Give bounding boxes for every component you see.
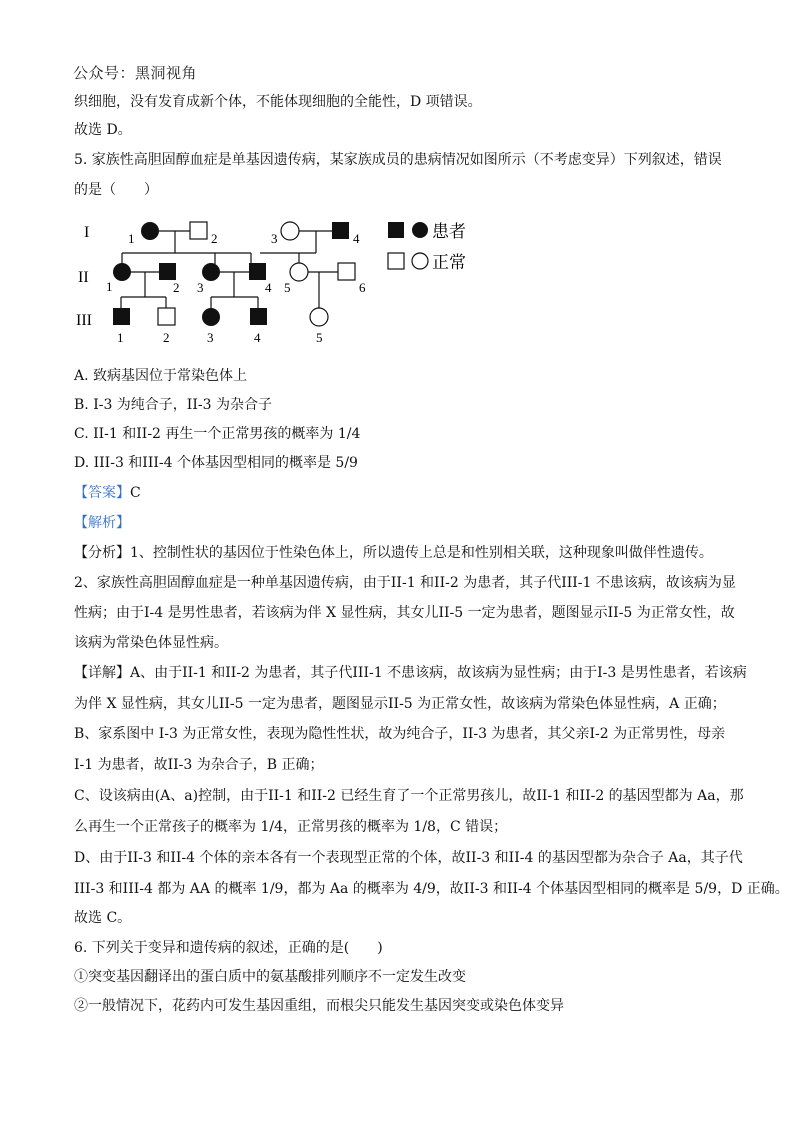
pedigree-ii5-normal-female — [290, 263, 308, 281]
answer-value: C — [130, 485, 141, 501]
option-c: C. II-1 和II-2 再生一个正常男孩的概率为 1/4 — [74, 426, 361, 442]
pedigree-iii5-normal-female — [310, 308, 328, 326]
text-line: 故选 D。 — [74, 122, 132, 138]
pedigree-ii1-affected-female — [113, 263, 131, 281]
analysis-header: 【解析】 — [74, 515, 130, 531]
pedigree-legend — [388, 222, 466, 272]
pedigree-i3-normal-female — [281, 222, 299, 240]
svg-text:2: 2 — [163, 330, 170, 345]
svg-text:4: 4 — [254, 330, 261, 345]
answer-tag: 【答案】 — [74, 485, 130, 501]
option-d: D. III-3 和III-4 个体基因型相同的概率是 5/9 — [74, 455, 358, 471]
svg-text:正常: 正常 — [432, 253, 466, 272]
svg-text:6: 6 — [359, 280, 366, 295]
generation-label: III — [76, 312, 92, 329]
conclusion: 故选 C。 — [74, 910, 132, 926]
svg-text:1: 1 — [128, 231, 135, 246]
svg-text:1: 1 — [106, 279, 113, 294]
text-line: 织细胞，没有发育成新个体，不能体现细胞的全能性，D 项错误。 — [74, 94, 482, 110]
answer-line — [74, 483, 141, 503]
pedigree-iii3-affected-female — [202, 308, 220, 326]
svg-text:3: 3 — [271, 231, 278, 246]
xiangjie-d-1: D、由于II-3 和II-4 个体的亲本各有一个表现型正常的个体，故II-3 和II-4 的基因型都为杂合子 Aa，其子代 — [74, 850, 743, 866]
option-b: B. I-3 为纯合子，II-3 为杂合子 — [74, 397, 272, 413]
option-a: A. 致病基因位于常染色体上 — [74, 368, 248, 384]
generation-label: II — [78, 269, 89, 286]
pedigree-i1-affected-female — [141, 222, 159, 240]
xiangjie-b-2: I-1 为患者，故II-3 为杂合子，B 正确； — [74, 757, 324, 773]
pedigree-ii6-normal-male — [338, 263, 355, 280]
xiangjie-a-2: 为伴 X 显性病，其女儿II-5 一定为患者，题图显示II-5 为正常女性，故该病为常染色体显性病，A 正确； — [74, 696, 726, 712]
fenxi-line-1: 【分析】1、控制性状的基因位于性染色体上，所以遗传上总是和性别相关联，这种现象叫做伴性遗传。 — [74, 545, 713, 561]
svg-text:4: 4 — [265, 280, 272, 295]
xiangjie-b-1: B、家系图中 I-3 为正常女性，表现为隐性性状，故为纯合子，II-3 为患者，其父亲I-2 为正常男性，母亲 — [74, 726, 726, 742]
question-6-stem: 6. 下列关于变异和遗传病的叙述，正确的是( ) — [74, 940, 383, 956]
question-5-stem: 5. 家族性高胆固醇血症是单基因遗传病，某家族成员的患病情况如图所示（不考虑变异）下列叙述，错误 — [74, 152, 722, 168]
xiangjie-a-1: 【详解】A、由于II-1 和II-2 为患者，其子代III-1 不患该病，故该病为显性病；由于I-3 是男性患者，若该病 — [74, 665, 747, 681]
xiangjie-c-1: C、设该病由(A、a)控制，由于II-1 和II-2 已经生育了一个正常男孩儿，故II-1 和II-2 的基因型都为 Aa，那 — [74, 788, 744, 804]
svg-text:5: 5 — [316, 330, 323, 345]
xiangjie-d-2: III-3 和III-4 都为 AA 的概率 1/9，都为 Aa 的概率为 4/9，故II-3 和II-4 个体基因型相同的概率是 5/9，D 正确。 — [74, 881, 789, 897]
question-6-statement-2: ②一般情况下，花药内可发生基因重组，而根尖只能发生基因突变或染色体变异 — [74, 998, 564, 1014]
pedigree-ii2-affected-male — [159, 263, 176, 280]
pedigree-ii4-affected-male — [249, 263, 266, 280]
pedigree-iii4-affected-male — [250, 308, 267, 325]
svg-text:2: 2 — [173, 280, 180, 295]
generation-label: I — [84, 224, 90, 241]
pedigree-ii3-affected-female — [202, 263, 220, 281]
pedigree-iii1-affected-male — [113, 308, 130, 325]
svg-text:2: 2 — [211, 231, 218, 246]
svg-text:4: 4 — [353, 231, 360, 246]
svg-text:5: 5 — [284, 280, 291, 295]
pedigree-i2-normal-male — [190, 222, 207, 239]
xiangjie-c-2: 么再生一个正常孩子的概率为 1/4，正常男孩的概率为 1/8，C 错误； — [74, 819, 508, 835]
watermark: 公众号：黑洞视角 — [73, 64, 198, 82]
svg-text:3: 3 — [197, 280, 204, 295]
pedigree-iii2-normal-male — [158, 308, 175, 325]
fenxi-line-2: 2、家族性高胆固醇血症是一种单基因遗传病，由于II-1 和II-2 为患者，其子代III-1 不患该病，故该病为显 — [74, 575, 736, 591]
pedigree-i4-affected-male — [332, 222, 349, 239]
fenxi-line-3: 性病；由于I-4 是男性患者，若该病为伴 X 显性病，其女儿II-5 一定为患者，题图显示II-5 为正常女性，故 — [74, 605, 735, 621]
question-6-statement-1: ①突变基因翻译出的蛋白质中的氨基酸排列顺序不一定发生改变 — [74, 969, 466, 985]
pedigree-diagram — [70, 205, 510, 345]
svg-text:1: 1 — [117, 330, 124, 345]
question-5-stem-cont: 的是（ ） — [74, 182, 158, 198]
fenxi-line-4: 该病为常染色体显性病。 — [74, 635, 228, 651]
svg-text:患者: 患者 — [432, 222, 466, 241]
svg-text:3: 3 — [207, 330, 214, 345]
